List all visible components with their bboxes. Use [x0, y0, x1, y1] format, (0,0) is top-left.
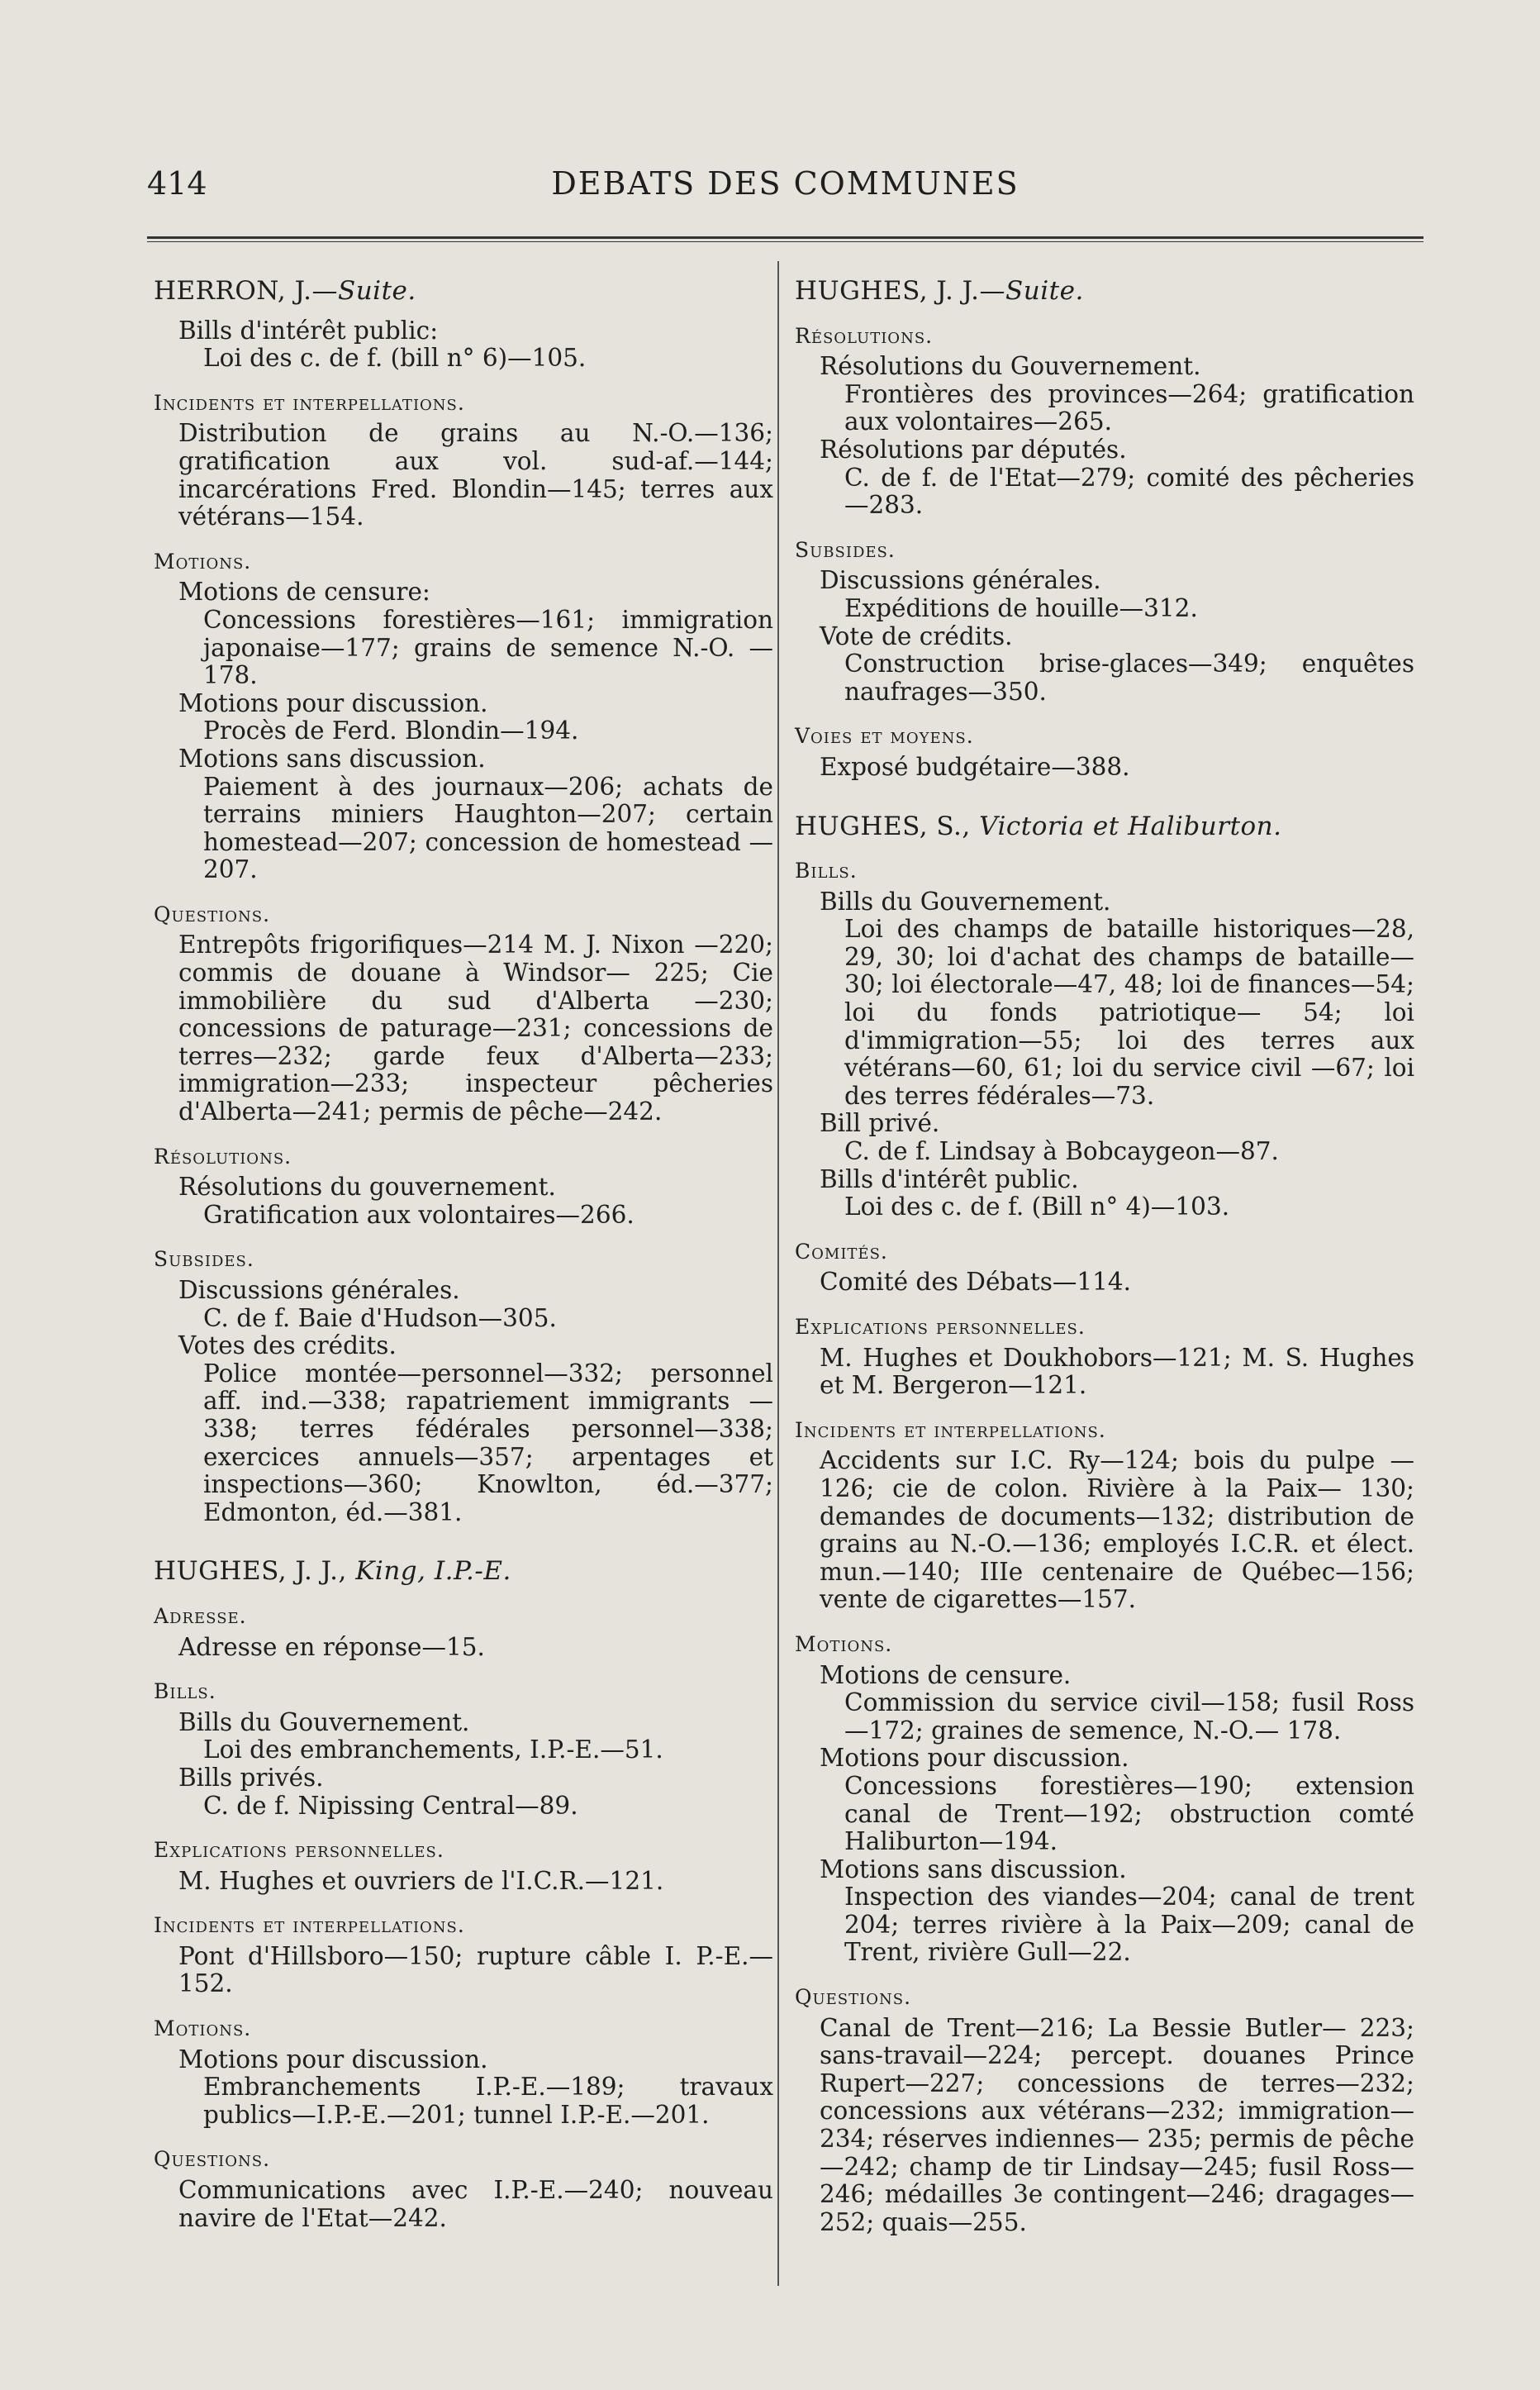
index-entry: Procès de Ferd. Blondin—194.: [203, 717, 579, 745]
member-name: [154, 1558, 773, 1586]
member-name-text: HUGHES, J. J.: [795, 276, 980, 306]
subsection-heading: Bills privés.: [178, 1763, 324, 1792]
index-entry: C. de f. de l'Etat—279; comité des pêcheries—283.: [844, 463, 1414, 520]
subsection-heading: Motions pour discussion.: [178, 688, 488, 717]
section-heading: Explications personnelles.: [795, 1315, 1086, 1339]
section-heading: Comités.: [795, 1239, 888, 1264]
section-heading: Incidents et interpellations.: [795, 1417, 1106, 1442]
section-heading: Subsides.: [154, 1247, 254, 1272]
subsection-heading: Votes des crédits.: [178, 1331, 397, 1360]
section-heading: Questions.: [154, 902, 271, 926]
index-entry: Loi des c. de f. (Bill n° 4)—103.: [844, 1193, 1230, 1221]
subsection-heading: Résolutions du gouvernement.: [178, 1173, 556, 1202]
member-name-text: HUGHES, J. J.,: [154, 1556, 356, 1587]
index-entry: C. de f. Nipissing Central—89.: [203, 1791, 578, 1820]
subsection-heading: Motions pour discussion.: [820, 1744, 1129, 1773]
index-entry: Loi des champs de bataille historiques—28, 29, 30; loi d'achat des champs de bataille—30; loi électorale—47, 48; loi de finances—54; loi du fonds patriotique— 54; loi d'immigration—55; loi des terres aux vétérans—60, 61; loi du service civil —67; loi des terres fédérales—73.: [844, 915, 1414, 1110]
section-heading: Questions.: [795, 1985, 912, 2010]
section-heading: Motions.: [154, 2016, 252, 2041]
subsection-heading: Bills d'intérêt public.: [820, 1164, 1079, 1193]
index-entry: C. de f. Baie d'Hudson—305.: [203, 1303, 557, 1332]
index-entry: Commission du service civil—158; fusil Ross—172; graines de semence, N.-O.— 178.: [844, 1688, 1414, 1745]
index-entry: Exposé budgétaire—388.: [820, 752, 1130, 781]
index-entry: Loi des embranchements, I.P.-E.—51.: [203, 1735, 663, 1764]
section-heading: Questions.: [154, 2147, 271, 2172]
section-heading: Explications personnelles.: [154, 1838, 444, 1863]
subsection-heading: Motions de censure.: [820, 1660, 1072, 1689]
index-entry: Construction brise-glaces—349; enquêtes naufrages—350.: [844, 650, 1414, 706]
index-entry: Frontières des provinces—264; gratification aux volontaires—265.: [844, 379, 1414, 436]
index-entry: Embranchements I.P.-E.—189; travaux publics—I.P.-E.—201; tunnel I.P.-E.—201.: [203, 2073, 773, 2129]
section-heading: Bills.: [154, 1679, 216, 1704]
page-header: [147, 165, 1424, 223]
index-entry: Concessions forestières—161; immigration japonaise—177; grains de semence N.-O. —178.: [203, 605, 773, 690]
member-name-suffix: —Suite.: [311, 276, 416, 306]
section-heading: Incidents et interpellations.: [154, 1913, 465, 1938]
member-name: [154, 278, 773, 306]
index-entry: Entrepôts frigorifiques—214 M. J. Nixon —220; commis de douane à Windsor— 225; Cie immobilière du sud d'Alberta —230; concessions de paturage—231; concessions de terres—232; garde feux d'Alberta—233; immigration—233; inspecteur pêcheries d'Alberta—241; permis de pêche—242.: [178, 931, 773, 1126]
section-heading: Voies et moyens.: [795, 724, 974, 749]
section-heading: Bills.: [795, 859, 858, 883]
index-entry: M. Hughes et Doukhobors—121; M. S. Hughes et M. Bergeron—121.: [820, 1343, 1414, 1400]
member-name-text: HUGHES, S.,: [795, 811, 980, 841]
index-entry: Canal de Trent—216; La Bessie Butler— 223; sans-travail—224; percept. douanes Prince Rupert—227; concessions de terres—232; concessions aux vétérans—232; immigration—234; réserves indiennes— 235; permis de pêche—242; champ de tir Lindsay—245; fusil Ross—246; médailles 3e contingent—246; dragages—252; quais—255.: [820, 2013, 1414, 2236]
subsection-heading: Bill privé.: [820, 1109, 940, 1138]
subsection-heading: Résolutions par députés.: [820, 435, 1127, 464]
section-heading: Subsides.: [795, 537, 896, 562]
subsection-heading: Discussions générales.: [820, 566, 1101, 595]
index-entry: Pont d'Hillsboro—150; rupture câble I. P.-E.—152.: [178, 1941, 773, 1998]
section-heading: Résolutions.: [154, 1144, 292, 1169]
section-heading: Résolutions.: [795, 323, 934, 348]
index-entry: Accidents sur I.C. Ry—124; bois du pulpe —126; cie de colon. Rivière à la Paix— 130; demandes de documents—132; distribution de grains au N.-O.—136; employés I.C.R. et élect. mun.—140; IIIe centenaire de Québec—156; vente de cigarettes—157.: [820, 1446, 1414, 1614]
page-number: 414: [147, 165, 207, 202]
index-entry: Gratification aux volontaires—266.: [203, 1200, 635, 1229]
subsection-heading: Motions de censure:: [178, 578, 430, 607]
index-entry: Communications avec I.P.-E.—240; nouveau navire de l'Etat—242.: [178, 2176, 773, 2232]
left-column: [154, 278, 773, 2232]
page-title: DEBATS DES COMMUNES: [551, 165, 1020, 202]
subsection-heading: Bills du Gouvernement.: [820, 887, 1111, 916]
index-entry: Police montée—personnel—332; personnel aff. ind.—338; rapatriement immigrants —338; terres fédérales personnel—338; exercices annuels—357; arpentages et inspections—360; Knowlton, éd.—377; Edmonton, éd.—381.: [203, 1359, 773, 1526]
column-divider: [777, 261, 779, 2286]
subsection-heading: Vote de crédits.: [820, 621, 1013, 650]
header-rule-thin: [147, 241, 1424, 242]
index-entry: M. Hughes et ouvriers de l'I.C.R.—121.: [178, 1866, 664, 1895]
section-heading: Adresse.: [154, 1603, 247, 1628]
member-name-suffix: Victoria et Haliburton.: [979, 811, 1282, 841]
member-name-suffix: King, I.P.-E.: [355, 1556, 511, 1587]
subsection-heading: Discussions générales.: [178, 1276, 460, 1304]
index-entry: Expéditions de houille—312.: [844, 593, 1198, 622]
index-entry: Inspection des viandes—204; canal de trent 204; terres rivière à la Paix—209; canal de Trent, rivière Gull—22.: [844, 1883, 1414, 1967]
index-entry: Distribution de grains au N.-O.—136; gratification aux vol. sud-af.—144; incarcérations Fred. Blondin—145; terres aux vétérans—154.: [178, 419, 773, 531]
index-entry: Adresse en réponse—15.: [178, 1632, 485, 1661]
index-entry: Paiement à des journaux—206; achats de terrains miniers Haughton—207; certain homestead—207; concession de homestead —207.: [203, 772, 773, 884]
subsection-heading: Résolutions du Gouvernement.: [820, 352, 1201, 381]
subsection-heading: Bills d'intérêt public:: [178, 316, 439, 345]
index-entry: C. de f. Lindsay à Bobcaygeon—87.: [844, 1137, 1279, 1166]
member-name-text: HERRON, J.: [154, 276, 312, 306]
index-entry: Concessions forestières—190; extension canal de Trent—192; obstruction comté Haliburton—194.: [844, 1771, 1414, 1856]
right-column: [795, 278, 1414, 2236]
member-name: [795, 813, 1414, 841]
section-heading: Incidents et interpellations.: [154, 390, 465, 415]
member-name: [795, 278, 1414, 306]
subsection-heading: Motions sans discussion.: [820, 1854, 1127, 1883]
index-entry: Loi des c. de f. (bill n° 6)—105.: [203, 344, 587, 373]
member-name-suffix: —Suite.: [979, 276, 1084, 306]
header-rule-thick: [147, 236, 1424, 239]
subsection-heading: Motions sans discussion.: [178, 744, 486, 773]
section-heading: Motions.: [154, 549, 252, 574]
section-heading: Motions.: [795, 1631, 893, 1656]
subsection-heading: Bills du Gouvernement.: [178, 1707, 470, 1736]
subsection-heading: Motions pour discussion.: [178, 2045, 488, 2073]
index-entry: Comité des Débats—114.: [820, 1268, 1132, 1297]
